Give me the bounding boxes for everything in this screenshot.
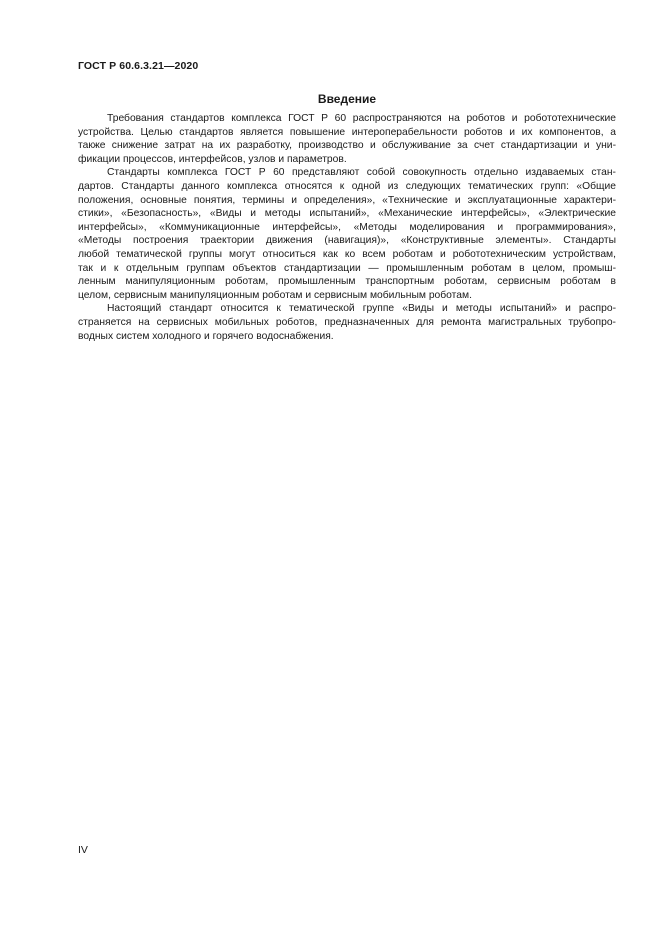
text-line: положения, основные понятия, термины и определения», «Технические и эксплуатационные характери- xyxy=(78,194,616,206)
text-line: целом, сервисным манипуляционным роботам и сервисным мобильным роботам. xyxy=(78,289,472,301)
text-line: Требования стандартов комплекса ГОСТ Р 60 распространяются на роботов и робототехнические xyxy=(107,113,616,124)
text-line: стики», «Безопасность», «Виды и методы испытаний», «Механические интерфейсы», «Электрические xyxy=(78,208,616,220)
section-title: Введение xyxy=(317,92,377,106)
text-line: устройства. Целью стандартов является повышение интероперабельности роботов и их компонентов, а xyxy=(78,126,616,138)
text-line: интерфейсы», «Коммуникационные интерфейсы», «Методы моделирования и программирования», xyxy=(78,221,616,233)
introduction-body xyxy=(78,112,616,343)
paragraph xyxy=(78,302,616,343)
text-line: Стандарты комплекса ГОСТ Р 60 представляют собой совокупность отдельно издаваемых стан- xyxy=(107,167,616,179)
text-line: так и к отдельным группам объектов стандартизации — промышленным роботам в целом, промыш- xyxy=(78,262,616,274)
text-line: фикации процессов, интерфейсов, узлов и параметров. xyxy=(78,153,347,165)
text-line: страняется на сервисных мобильных роботов, предназначенных для ремонта магистральных трубопро- xyxy=(78,316,616,328)
text-line: ленным манипуляционным роботам, промышленным транспортным роботам, сервисным роботам в xyxy=(78,276,616,288)
paragraph xyxy=(78,112,616,166)
text-line: Настоящий стандарт относится к тематической группе «Виды и методы испытаний» и распро- xyxy=(107,303,616,315)
text-line: «Методы построения траектории движения (навигация)», «Конструктивные элементы». Стандарты xyxy=(78,235,616,247)
paragraph xyxy=(78,166,616,302)
page-number: IV xyxy=(78,844,88,856)
text-line: также снижение затрат на их разработку, производство и обслуживание за счет стандартизации и уни- xyxy=(78,140,616,152)
document-standard-code: ГОСТ Р 60.6.3.21—2020 xyxy=(78,60,199,72)
text-line: дартов. Стандарты данного комплекса относятся к одной из следующих тематических групп: «Общие xyxy=(78,180,616,192)
text-line: водных систем холодного и горячего водоснабжения. xyxy=(78,330,334,342)
text-line: любой тематической группы могут относиться как ко всем роботам и робототехническим устройствам, xyxy=(78,248,616,260)
